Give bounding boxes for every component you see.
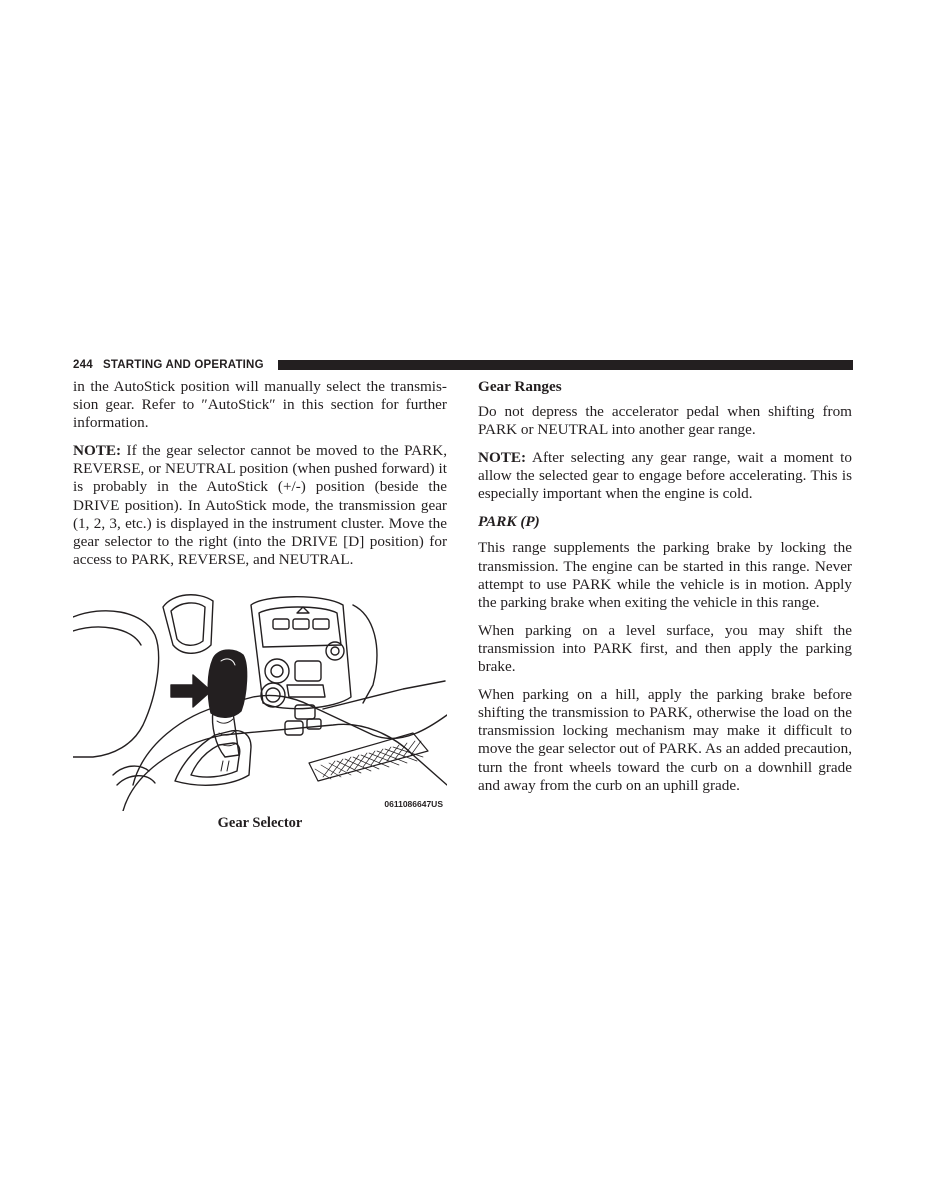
header-rule — [278, 360, 853, 370]
left-paragraph-1: in the AutoStick position will manually select the transmis-sion gear. Refer to ″AutoStick″ in this section for further information. — [73, 378, 447, 432]
left-note — [73, 442, 447, 569]
right-paragraph-4: When parking on a hill, apply the parking brake before shifting the transmission to PARK, otherwise the load on the transmission locking mechanism may make it difficult to move the gear selector out of PARK. As an added precaution, turn the front wheels toward the curb on a downhill grade and away from the curb on an uphill grade. — [478, 686, 852, 794]
left-column — [73, 378, 447, 579]
figure-caption: Gear Selector — [217, 815, 303, 831]
page-number: 244 — [73, 359, 93, 371]
note-label: NOTE: — [73, 442, 122, 460]
section-title: STARTING AND OPERATING — [103, 359, 264, 371]
right-paragraph-1: Do not depress the accelerator pedal when shifting from PARK or NEUTRAL into another gear range. — [478, 403, 852, 439]
right-note — [478, 449, 852, 503]
right-paragraph-2: This range supplements the parking brake by locking the transmission. The engine can be started in this range. Never attempt to use PARK while the vehicle is in motion. Apply the parking brake when exiting the vehicle in this range. — [478, 539, 852, 611]
park-subheading: PARK (P) — [478, 513, 540, 531]
note-label: NOTE: — [478, 449, 527, 467]
page-header — [73, 357, 853, 373]
gear-selector-illustration — [73, 585, 447, 811]
gear-ranges-heading: Gear Ranges — [478, 378, 562, 395]
figure-code: 0611086647US — [384, 799, 443, 809]
right-paragraph-3: When parking on a level surface, you may shift the transmission into PARK first, and then apply the parking brake. — [478, 621, 852, 676]
note-text: If the gear selector cannot be moved to the PARK, REVERSE, or NEUTRAL position (when pushed forward) it is probably in the AutoStick (+/-) position (beside the DRIVE position). In AutoStick mode, the transmission gear (1, 2, 3, etc.) is displayed in the instrument cluster. Move the gear selector to the right (into the DRIVE [D] position) for access to PARK, REVERSE, and NEUTRAL. — [73, 442, 447, 568]
right-column — [478, 378, 852, 805]
note-text: After selecting any gear range, wait a moment to allow the selected gear to engage before accelerating. This is especially important when the engine is cold. — [478, 449, 852, 503]
